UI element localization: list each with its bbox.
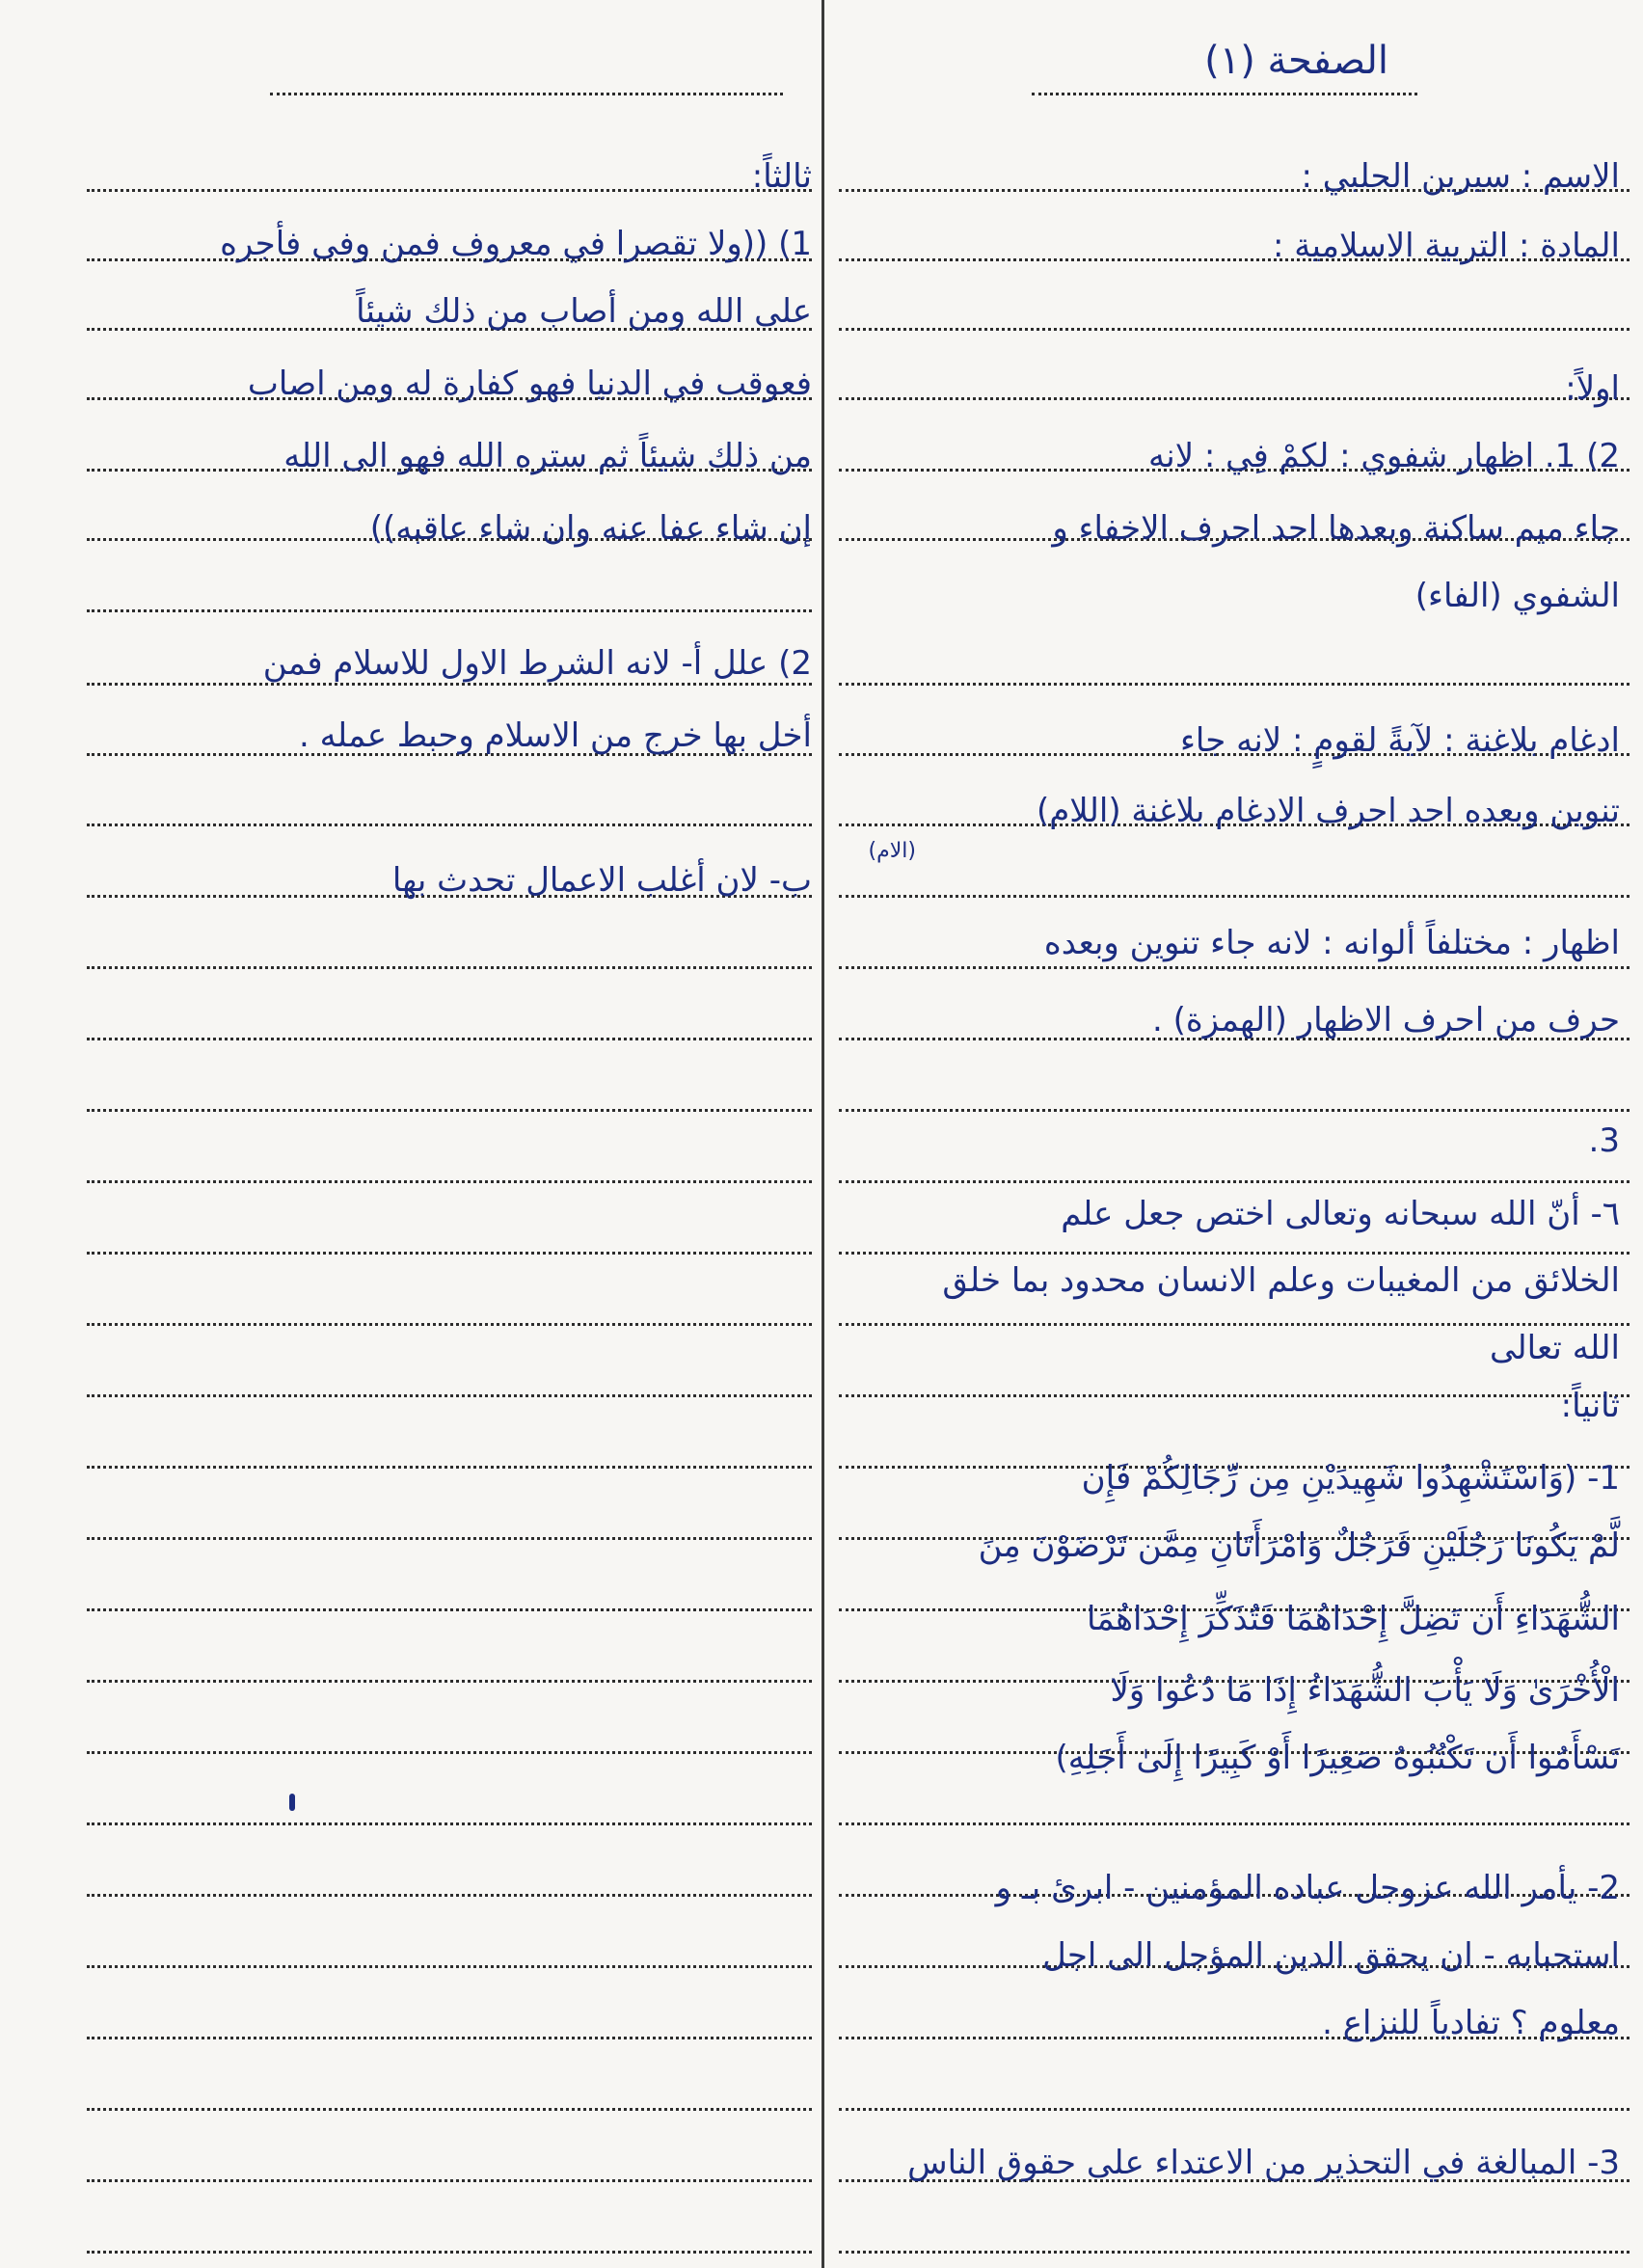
- answer-text: 2- يأمر الله عزوجل عباده المؤمنين - ابرئ بـ و: [995, 1869, 1620, 1907]
- answer-text: الخلائق من المغيبات وعلم الانسان محدود بما خلق: [942, 1261, 1620, 1300]
- answer-text: الشفوي (الفاء): [1414, 577, 1620, 615]
- ruled-line: [839, 2073, 1630, 2111]
- ruled-line: [839, 1074, 1630, 1112]
- answer-text: 2) علل أ- لانه الشرط الاول للاسلام فمن: [262, 644, 812, 683]
- ruled-line: [839, 648, 1630, 686]
- header-rule: [270, 58, 783, 95]
- pen-mark: [289, 1794, 295, 1811]
- ruled-line: [87, 2216, 812, 2254]
- answer-text: 2) 1. اظهار شفوي : لكمْ فِي : لانه: [1148, 437, 1620, 475]
- answer-text: استحبابه - ان يحقق الدين المؤجل الى اجل: [1042, 1936, 1620, 1975]
- answer-text: اظهار : مختلفاً ألوانه : لانه جاء تنوين وبعده: [1043, 924, 1620, 962]
- answer-note: (الام): [868, 839, 916, 863]
- ruled-line: [87, 1003, 812, 1040]
- hadith-text: على الله ومن أصاب من ذلك شيئاً: [356, 292, 812, 331]
- answer-number: 3.: [1588, 1121, 1620, 1160]
- hadith-text: فعوقب في الدنيا فهو كفارة له ومن اصاب: [247, 364, 812, 403]
- verse-text: الشُّهَدَاءِ أَن تَضِلَّ إِحْدَاهُمَا فَتُذَكِّرَ إِحْدَاهُمَا: [1087, 1600, 1620, 1638]
- ruled-line: [87, 1431, 812, 1469]
- answer-text: تنوين وبعده احد احرف الادغام بلاغنة (اللام): [1036, 792, 1620, 830]
- answer-text: حرف من احرف الاظهار (الهمزة) .: [1151, 1001, 1620, 1040]
- ruled-line: [87, 1716, 812, 1754]
- left-column: [87, 0, 812, 2268]
- answer-text: ب- لان أغلب الاعمال تحدث بها: [391, 861, 812, 900]
- right-column: [839, 0, 1630, 2268]
- ruled-line: [87, 1930, 812, 1968]
- verse-text: تَسْأَمُوا أَن تَكْتُبُوهُ صَغِيرًا أَوْ كَبِيرًا إِلَىٰ أَجَلِهِ): [1055, 1739, 1620, 1777]
- ruled-line: [87, 2145, 812, 2182]
- verse-text: 1- (وَاسْتَشْهِدُوا شَهِيدَيْنِ مِن رِّجَالِكُمْ فَإِن: [1081, 1459, 1620, 1498]
- ruled-line: [839, 860, 1630, 898]
- ruled-line: [87, 1074, 812, 1112]
- ruled-line: [839, 1146, 1630, 1183]
- name-line: الاسم : سيرين الحلبي :: [1301, 157, 1620, 196]
- subject-line: المادة : التربية الاسلامية :: [1272, 227, 1620, 265]
- ruled-line: [87, 1859, 812, 1897]
- ruled-line: [87, 932, 812, 969]
- section-heading: ثانياً:: [1560, 1387, 1620, 1425]
- hadith-text: من ذلك شيئاً ثم ستره الله فهو الى الله: [283, 437, 812, 475]
- section-heading: اولاً:: [1565, 369, 1620, 408]
- ruled-line: [87, 1645, 812, 1683]
- ruled-line: [87, 1217, 812, 1255]
- section-heading: ثالثاً:: [751, 157, 812, 196]
- ruled-line: [839, 293, 1630, 331]
- ruled-line: [839, 363, 1630, 400]
- answer-text: ادغام بلاغنة : لآيةً لقومٍ : لانه جاء: [1179, 721, 1620, 760]
- ruled-line: [87, 2002, 812, 2039]
- ruled-line: [87, 575, 812, 612]
- answer-text: ٦- أنّ الله سبحانه وتعالى اختص جعل علم: [1061, 1195, 1620, 1233]
- ruled-line: [87, 1146, 812, 1183]
- answer-text: جاء ميم ساكنة وبعدها احد احرف الاخفاء و: [1052, 509, 1620, 548]
- ruled-line: [87, 789, 812, 826]
- ruled-line: [87, 1788, 812, 1825]
- verse-text: الْأُخْرَىٰ وَلَا يَأْبَ الشُّهَدَاءُ إِذَا مَا دُعُوا وَلَا: [1110, 1671, 1620, 1710]
- answer-text: معلوم ؟ تفادياً للنزاع .: [1322, 2004, 1620, 2042]
- answer-text: 3- المبالغة في التحذير من الاعتداء على حقوق الناس: [907, 2144, 1620, 2182]
- ruled-line: [87, 154, 812, 192]
- ruled-line: [87, 2073, 812, 2111]
- answer-text: الله تعالى: [1489, 1329, 1620, 1367]
- ruled-line: [87, 1288, 812, 1326]
- ruled-line: [87, 1360, 812, 1397]
- answer-text: أخل بها خرج من الاسلام وحبط عمله .: [298, 716, 812, 755]
- center-margin-line: [822, 0, 824, 2268]
- ruled-line: [839, 1788, 1630, 1825]
- verse-text: لَّمْ يَكُونَا رَجُلَيْنِ فَرَجُلٌ وَامْرَأَتَانِ مِمَّن تَرْضَوْنَ مِنَ: [978, 1526, 1620, 1565]
- page-label: الصفحة (١): [1204, 39, 1388, 83]
- hadith-text: إن شاء عفا عنه وان شاء عاقبه)): [369, 509, 812, 548]
- ruled-line: [87, 1502, 812, 1540]
- ruled-line: [839, 2216, 1630, 2254]
- hadith-text: 1) ((ولا تقصرا في معروف فمن وفى فأجره: [220, 225, 812, 263]
- ruled-line: [87, 1574, 812, 1611]
